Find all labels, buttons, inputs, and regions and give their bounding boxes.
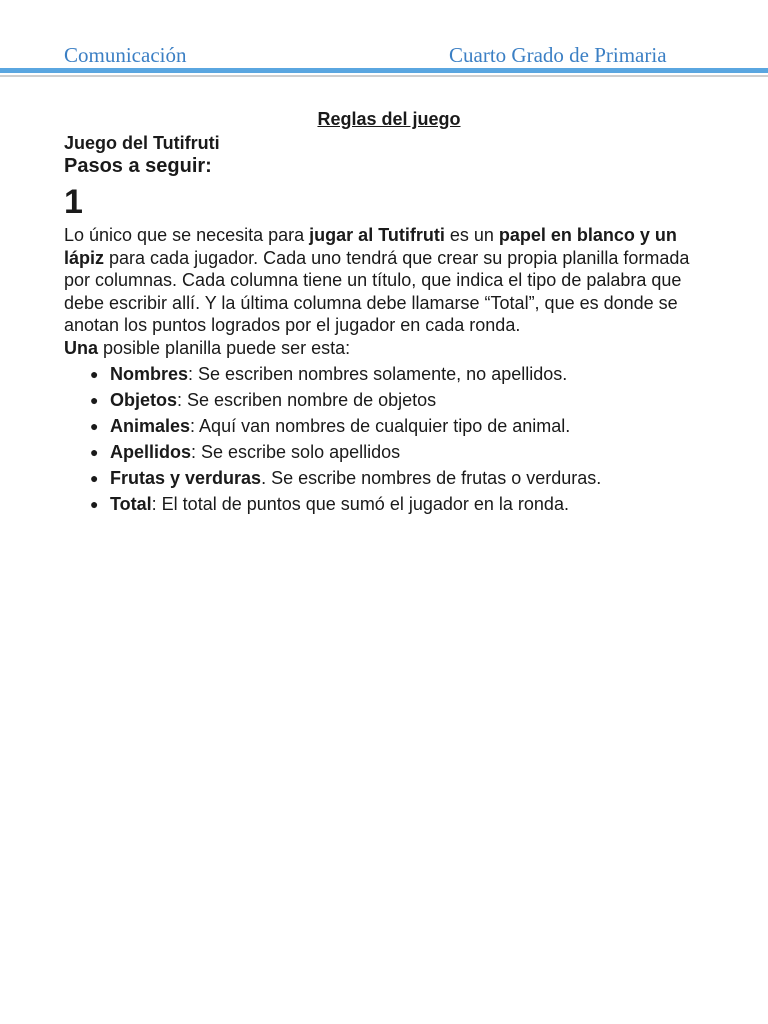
bullet-icon: ● [90,366,99,382]
list-item [90,413,704,439]
list-item-desc: : Se escribe solo apellidos [191,442,401,462]
steps-title: Pasos a seguir: [64,155,212,177]
section-title: Reglas del juego [317,109,461,129]
list-item [90,465,704,491]
list-item-desc: : Se escriben nombres solamente, no apellidos. [188,364,568,384]
list-item-term: Total [110,494,152,514]
list-item-desc: . Se escribe nombres de frutas o verduras. [261,468,602,488]
intro-bold: Una [64,337,99,358]
list-item-desc: : Aquí van nombres de cualquier tipo de animal. [190,416,571,436]
list-intro [64,337,704,360]
header-divider-shadow [0,75,768,77]
bullet-icon: ● [90,418,99,434]
bullet-icon: ● [90,444,99,460]
subject-label: Comunicación [64,43,187,67]
bullet-icon: ● [90,392,99,408]
list-item [90,361,704,387]
paragraph-bold-2: papel en blanco y un lápiz [64,225,677,268]
list-item-desc: : El total de puntos que sumó el jugador en la ronda. [151,494,569,514]
list-item-term: Animales [110,416,191,436]
paragraph-bold-1: jugar al Tutifruti [309,225,445,245]
header-divider [0,68,768,73]
page-header [0,0,768,82]
list-item-term: Frutas y verduras [110,468,262,488]
step-number: 1 [64,183,83,221]
bullet-icon: ● [90,470,99,486]
columns-list [64,361,704,517]
paragraph-text-1: Lo único que se necesita para [64,225,310,245]
list-item [90,387,704,413]
document-body [64,108,704,517]
list-item [90,491,704,517]
step-paragraph [64,224,704,337]
game-title: Juego del Tutifruti [64,133,220,153]
intro-text: posible planilla puede ser esta: [98,337,351,358]
list-item-term: Objetos [110,390,178,410]
paragraph-text-2: es un [444,225,499,245]
list-item-term: Apellidos [110,442,192,462]
list-item-desc: : Se escriben nombre de objetos [177,390,437,410]
grade-label: Cuarto Grado de Primaria [449,43,667,67]
list-item [90,439,704,465]
paragraph-text-3: para cada jugador. Cada uno tendrá que crear su propia planilla formada por columnas. Cada columna tiene un título, que indica el tipo de palabra que debe escribir allí. Y la última columna debe llamarse “Total”, que es donde se anotan los puntos logrados por el jugador en cada ronda. [64,247,690,335]
bullet-icon: ● [90,496,99,512]
list-item-term: Nombres [110,364,189,384]
